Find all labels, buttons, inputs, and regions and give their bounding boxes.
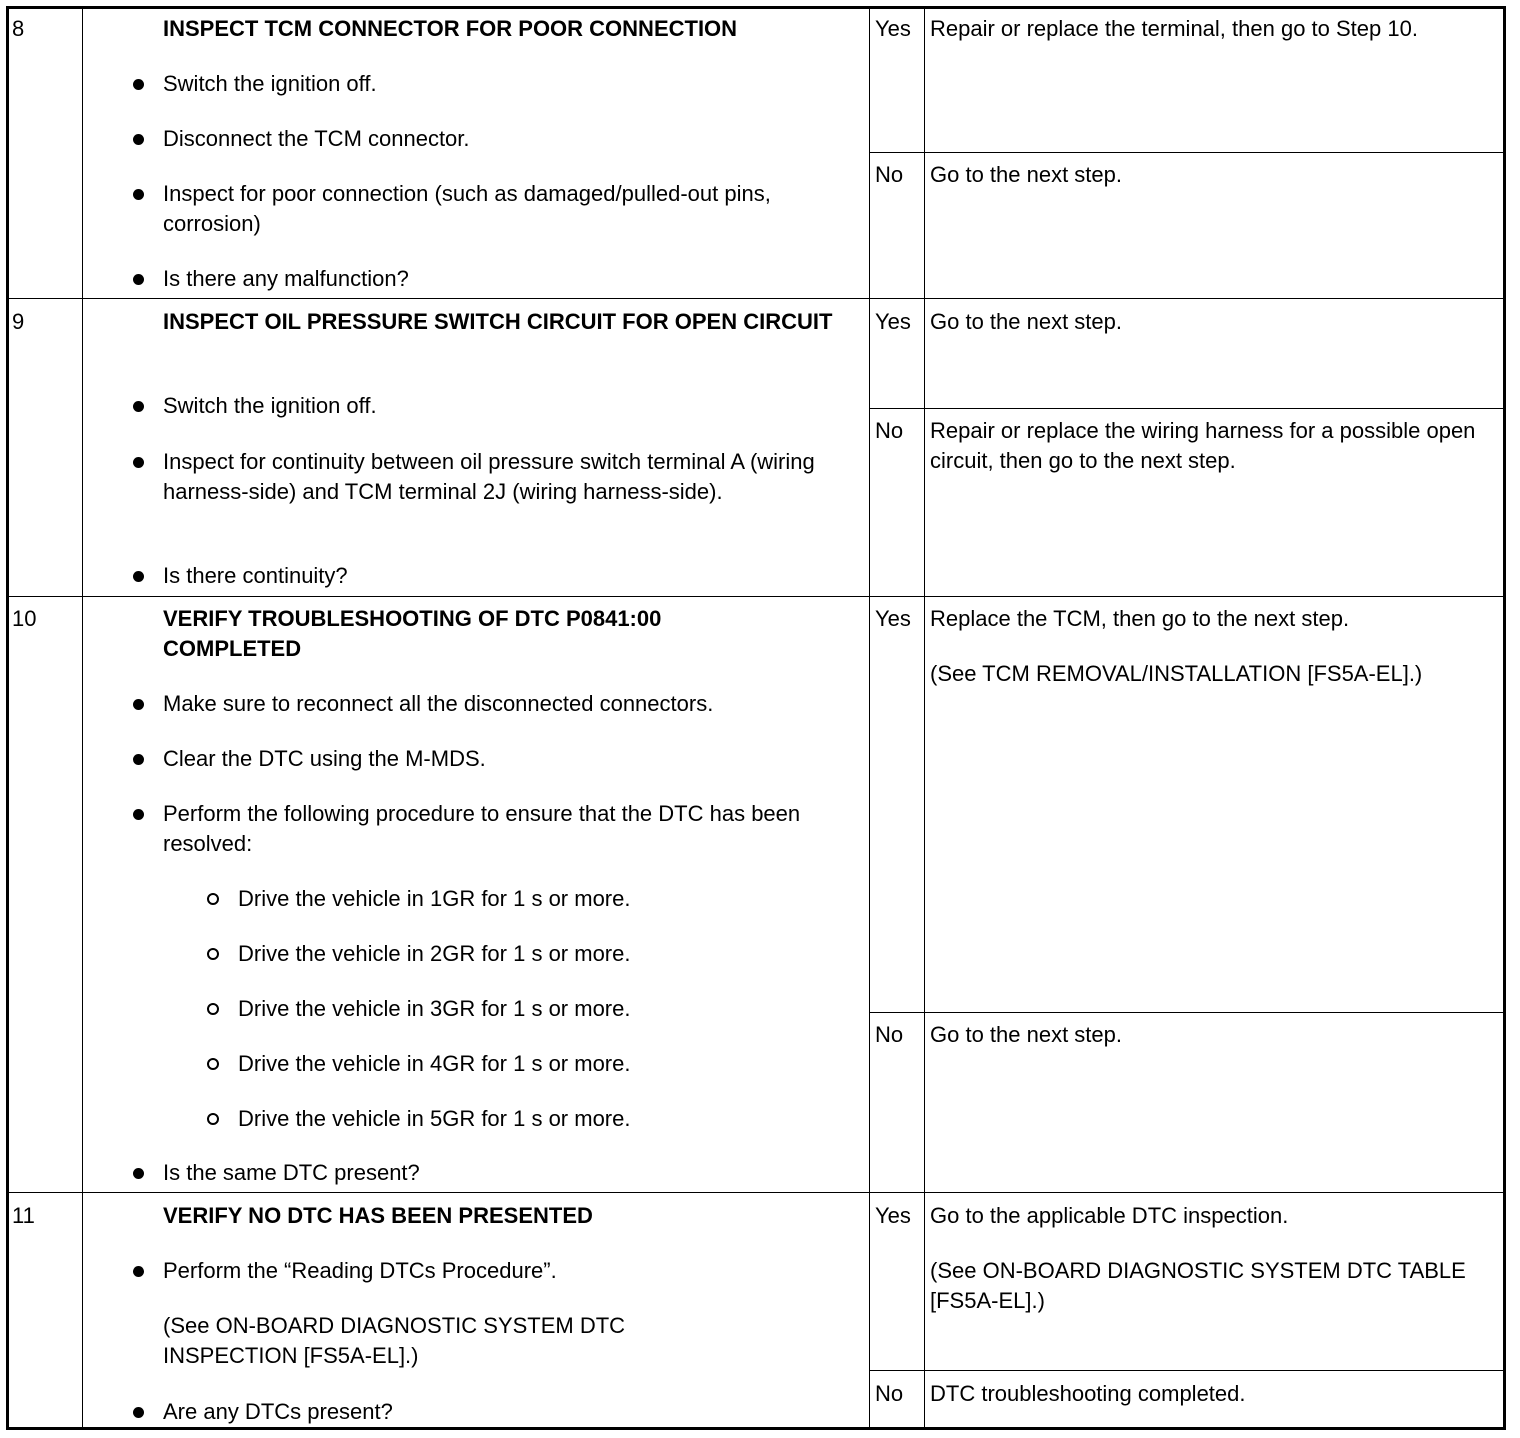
sub-list-item: Drive the vehicle in 3GR for 1 s or more. [238,996,631,1021]
bullet-icon [133,79,144,90]
yes-no-divider [869,152,1506,153]
yes-label: Yes [875,309,911,334]
yes-action: Replace the TCM, then go to the next step. [930,606,1350,631]
sub-bullet-icon [207,1113,219,1125]
no-label: No [875,162,904,187]
yes-no-divider [869,408,1506,409]
step-number: 9 [12,309,25,334]
list-item: Inspect for continuity between oil pressure switch terminal A (wiring harness-side) and TCM terminal 2J (wiring harness-side). [163,449,815,504]
step-title: INSPECT TCM CONNECTOR FOR POOR CONNECTION [163,16,738,41]
step-reference: (See ON-BOARD DIAGNOSTIC SYSTEM DTC INSPECTION [FS5A-EL].) [163,1313,626,1368]
no-label: No [875,1022,904,1047]
bullet-icon [133,189,144,200]
yes-action: Repair or replace the terminal, then go to Step 10. [930,16,1418,41]
list-item: Switch the ignition off. [163,71,377,96]
sub-bullet-icon [207,1003,219,1015]
list-item: Disconnect the TCM connector. [163,126,470,151]
col-divider-result [924,6,925,1430]
list-item: Perform the “Reading DTCs Procedure”. [163,1258,557,1283]
no-label: No [875,418,904,443]
bullet-icon [133,1168,144,1179]
yes-no-divider [869,1012,1506,1013]
list-item: Make sure to reconnect all the disconnected connectors. [163,691,714,716]
yes-label: Yes [875,16,911,41]
sub-list-item: Drive the vehicle in 5GR for 1 s or more. [238,1106,631,1131]
step-title: VERIFY NO DTC HAS BEEN PRESENTED [163,1203,593,1228]
bullet-icon [133,1407,144,1418]
bullet-icon [133,457,144,468]
sub-bullet-icon [207,1058,219,1070]
bullet-icon [133,571,144,582]
step-title: VERIFY TROUBLESHOOTING OF DTC P0841:00 COMPLETED [163,606,662,661]
list-item: Is the same DTC present? [163,1160,420,1185]
list-item: Clear the DTC using the M-MDS. [163,746,486,771]
step-number: 11 [12,1203,35,1228]
yes-reference: (See ON-BOARD DIAGNOSTIC SYSTEM DTC TABLE [FS5A-EL].) [930,1258,1466,1313]
bullet-icon [133,1266,144,1277]
no-action: DTC troubleshooting completed. [930,1381,1246,1406]
yes-no-divider [869,1370,1506,1371]
bullet-icon [133,401,144,412]
sub-bullet-icon [207,948,219,960]
row-divider [6,1192,1506,1193]
list-item: Inspect for poor connection (such as damaged/pulled-out pins, corrosion) [163,181,771,236]
sub-list-item: Drive the vehicle in 4GR for 1 s or more. [238,1051,631,1076]
bullet-icon [133,134,144,145]
col-divider-step [82,6,83,1430]
step-title: INSPECT OIL PRESSURE SWITCH CIRCUIT FOR OPEN CIRCUIT [163,309,833,334]
col-divider-action [869,6,870,1430]
yes-label: Yes [875,1203,911,1228]
sub-list-item: Drive the vehicle in 1GR for 1 s or more. [238,886,631,911]
sub-list-item: Drive the vehicle in 2GR for 1 s or more. [238,941,631,966]
sub-bullet-icon [207,893,219,905]
list-item: Perform the following procedure to ensure that the DTC has been resolved: [163,801,801,856]
bullet-icon [133,754,144,765]
step-number: 8 [12,16,25,41]
yes-label: Yes [875,606,911,631]
yes-action: Go to the applicable DTC inspection. [930,1203,1289,1228]
list-item: Are any DTCs present? [163,1399,393,1424]
row-divider [6,298,1506,299]
no-action: Repair or replace the wiring harness for a possible open circuit, then go to the next step. [930,418,1476,473]
list-item: Is there any malfunction? [163,266,409,291]
no-label: No [875,1381,904,1406]
no-action: Go to the next step. [930,162,1123,187]
list-item: Is there continuity? [163,563,348,588]
no-action: Go to the next step. [930,1022,1123,1047]
bullet-icon [133,274,144,285]
yes-reference: (See TCM REMOVAL/INSTALLATION [FS5A-EL].) [930,661,1423,686]
yes-action: Go to the next step. [930,309,1123,334]
step-number: 10 [12,606,37,631]
list-item: Switch the ignition off. [163,393,377,418]
row-divider [6,596,1506,597]
bullet-icon [133,809,144,820]
bullet-icon [133,699,144,710]
